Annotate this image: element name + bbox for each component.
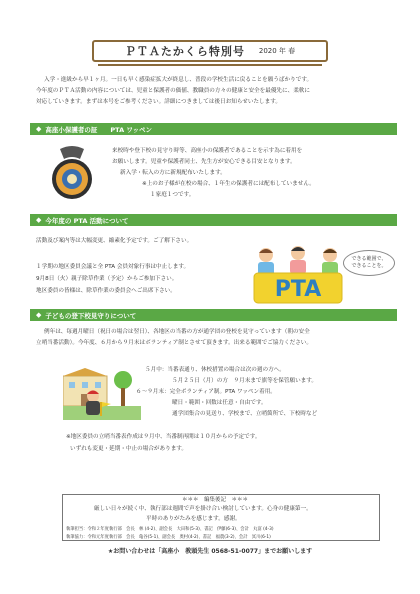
contact-footer: ★お問い合わせは「高座小 教頭先生 0568-51-0077」までお願いします	[107, 548, 313, 555]
schedule-line-5: 通学団集合の見送り、学校まで、立哨箇所で、下校時など	[172, 411, 318, 417]
intro-line-1: 入学・進級から早１ヶ月。一日も早く感染症拡大が終息し、普段の学校生活に戻ることを願うばかりです。	[44, 77, 313, 83]
schedule-line-1: ５月中：当番表通り、休校措置の場合は次の週の方へ。	[145, 367, 285, 373]
diamond-icon: ◆	[36, 311, 42, 319]
badge-line-2: お願いします。児童や保護者同士、先生方が安心できる目安となります。	[112, 159, 296, 165]
section-badge-header	[30, 123, 397, 135]
speech-bubble	[343, 250, 395, 276]
section-activity-title: 今年度の PTA 活動について	[45, 216, 129, 225]
editor-note-heading: ＊＊＊ 編集後記 ＊＊＊	[182, 497, 249, 503]
intro-line-2: 今年度のＰＴＡ活動の内容については、児童と保護者の価値、教職員の方々の健康と安全を最優先に、柔軟に	[36, 88, 310, 94]
bubble-line-2: できることを。	[351, 263, 387, 269]
diamond-icon: ◆	[36, 125, 42, 133]
section-watch-title: 子どもの登下校見守りについて	[45, 311, 137, 320]
watch-note-1: ※地区委員の立哨当番表作成は９月中、当番制再開は１０月からの予定です。	[66, 434, 261, 440]
editor-note-line-2: 平時のありがたみを感じます。感謝。	[146, 516, 241, 522]
watch-intro-2: 立哨当番活動）。今年度、６月から９月末はボランティア制とさせて頂きます。出来る範囲でご協力ください。	[36, 340, 312, 346]
pta-badge-illustration	[46, 145, 98, 201]
activity-line-4: 地区委員の皆様は、除草作業の委員会へご出席下さい。	[36, 288, 176, 294]
activity-line-3: 9月8日（火）親子除草作業（予定）からご参加下さい。	[36, 276, 178, 282]
schedule-line-4: 曜日・範囲・回数は任意・自由です。	[172, 400, 267, 406]
badge-line-1: 来校時や登下校の見守り時等、高座小の保護者であることを示す為に着用を	[112, 148, 303, 154]
badge-line-5: １家庭１つです。	[150, 192, 195, 198]
issue-label: 2020 年 春	[258, 47, 296, 55]
bubble-line-1: できる範囲で、	[351, 256, 387, 262]
page-title-box	[92, 40, 328, 62]
page-title: ＰＴＡたかくら特別号	[124, 45, 245, 58]
editor-note-line-1: 厳しい日々が続く中、執行部は週間で声を掛け合い検討しています。心身の健康第一。	[94, 506, 312, 512]
activity-line-2: １学期の地区委員会議と全 PTA 会員対象行事は中止します。	[36, 264, 190, 270]
section-badge-title: 高座小保護者の証 PTA ワッペン	[45, 125, 153, 134]
editor-credit-2: 執筆協力：令和元年度執行部 会長 亀谷(5-1)、副会長 奥村(4-2)、書記 福農(3-2)、会計 冥川(6-1)	[66, 535, 271, 540]
school-crossing-illustration	[63, 368, 141, 420]
pta-sign-text: PTA	[274, 277, 322, 302]
schedule-line-3: ６～９月末：完全ボランティア制。PTA ワッペン着用。	[136, 389, 276, 395]
watch-intro-1: 例年は、毎週月曜日（祝日の場合は翌日）、各地区の当番の方が通学団の登校を見守っています（朝の安全	[44, 329, 310, 335]
schedule-line-2: ５月２５日（月）の方 ９月末まで旗等を保管願います。	[172, 378, 317, 384]
diamond-icon: ◆	[36, 216, 42, 224]
intro-line-3: 対応していきます。まずは本号をご参考ください。詳細につきましては後日お知らせいたします。	[36, 99, 281, 105]
pta-people-illustration	[248, 243, 348, 307]
section-activity-header	[30, 214, 397, 226]
watch-note-2: いずれも変更・延期・中止の場合があります。	[70, 446, 188, 452]
badge-line-3: 新入学・転入の方に新規配布いたします。	[120, 170, 226, 176]
editor-credit-1: 執筆担当：令和２年度執行部 会長 林 (4-2)、副会長 大田和(5-3)、書記 伊藤(6-3)、会計 丸富 (4-3)	[66, 527, 274, 532]
section-watch-header	[30, 309, 397, 321]
activity-line-1: 活動及び案内等は大幅変更、縮素化予定です。ご了解下さい。	[36, 238, 193, 244]
badge-line-4: ※上のお子様が在校の場合、１年生の保護者には配布していません。	[142, 181, 315, 187]
